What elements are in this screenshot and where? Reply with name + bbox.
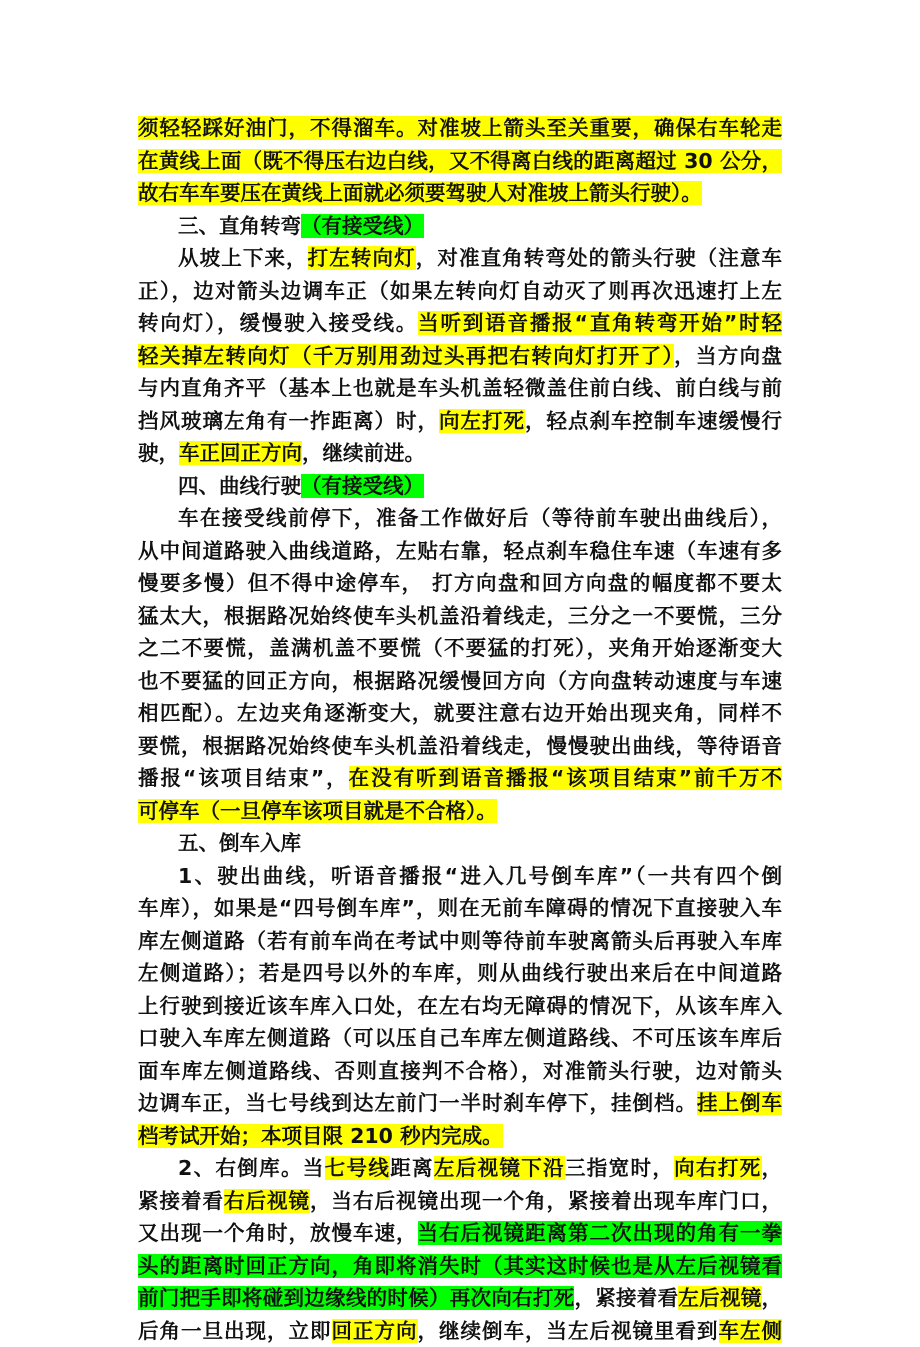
text-run: ，继续前进。 [302,441,425,465]
yellow-highlight: 须轻轻踩好油门，不得溜车。对准坡上箭头至关重要，确保右车轮走 [138,116,782,140]
text-run: ，当右后视镜出现一个角，紧接着出现车库门口， [310,1188,782,1213]
text-line [138,242,782,274]
green-highlight: 前门把手即将碰到边缘线的时候）再次向右打死 [138,1286,575,1310]
yellow-highlight: 右后视镜 [224,1188,310,1213]
text-line [138,1055,782,1087]
text-run: 三指宽时， [564,1156,675,1180]
text-line [138,567,782,599]
text-line [138,990,782,1022]
text-run: 1、驶出曲线，听语音播报“进入几号倒车库”（一共有四个倒 [178,863,782,888]
text-line [138,957,782,989]
text-run: ，紧接着看 [574,1286,679,1310]
text-run: 面车库左侧道路线、否则直接判不合格），对准箭头行驶，边对箭头 [138,1058,782,1083]
green-highlight: （有接受线） [301,213,424,238]
text-run: 驶， [138,441,179,465]
text-line [138,762,782,794]
text-run: ，继续倒车，当左后视镜里看到 [417,1318,719,1343]
text-run: 紧接着看 [138,1188,224,1213]
yellow-highlight: 左后视镜 [678,1286,762,1310]
text-line [138,307,782,339]
yellow-highlight: 档考试开始；本项目限 210 秒内完成。 [138,1123,503,1148]
yellow-highlight: 可停车（一旦停车该项目就是不合格）。 [138,798,497,823]
text-run: 库左侧道路（若有前车尚在考试中则等待前车驶离箭头后再驶入车库 [138,928,782,953]
text-line [138,1185,782,1217]
yellow-highlight: 当听到语音播报“直角转弯开始”时轻 [418,311,783,335]
text-run: 上行驶到接近该车库入口处，在左右均无障碍的情况下，从该车库入 [138,993,782,1018]
text-run: 口驶入车库左侧道路（可以压自己车库左侧道路线、不可压该车库后 [138,1026,782,1050]
text-run: ，轻点刹车控制车速缓慢行 [525,408,782,433]
text-line [138,925,782,957]
text-run: 与内直角齐平（基本上也就是车头机盖轻微盖住前白线、前白线与前 [138,376,782,400]
yellow-highlight: 七号线 [324,1156,391,1180]
text-run: ， [761,1286,783,1310]
text-line [138,1120,782,1152]
text-line [138,827,782,859]
text-run: 2、右倒库。当 [178,1156,325,1180]
text-line [138,665,782,697]
text-run: ，对准直角转弯处的箭头行驶（注意车 [415,246,783,270]
text-run: 从坡上下来， [178,246,308,270]
yellow-highlight: 打左转向灯 [307,246,416,270]
text-line [138,860,782,892]
text-line [138,372,782,404]
yellow-highlight: 在没有听到语音播报“该项目结束”前千万不 [348,766,782,790]
text-line [138,1022,782,1054]
yellow-highlight: 故右车车要压在黄线上面就必须要驾驶人对准坡上箭头行驶）。 [138,181,702,205]
text-line [138,1282,782,1314]
text-run: ， [761,1156,783,1180]
green-highlight: 头的距离时回正方向，角即将消失时（其实这时候也是从左后视镜看 [138,1253,782,1278]
text-line [138,502,782,534]
text-run: 猛太大，根据路况始终使车头机盖沿着线走，三分之一不要慌，三分 [138,603,782,628]
text-run: 又出现一个角时，放慢车速， [138,1221,418,1245]
text-run: 车在接受线前停下，准备工作做好后（等待前车驶出曲线后）， [178,506,782,530]
text-line [138,535,782,567]
text-line [138,177,782,209]
yellow-highlight: 在黄线上面（既不得压右边白线，又不得离白线的距离超过 30 公分， [138,148,782,173]
text-run: 也不要猛的回正方向，根据路况缓慢回方向（方向盘转动速度与车速 [138,668,782,693]
yellow-highlight: 轻关掉左转向灯（千万别用劲过头再把右转向灯打开了） [138,343,675,368]
text-run: 边调车正，当七号线到达左前门一半时刹车停下，挂倒档。 [138,1091,697,1115]
text-line [138,1315,782,1347]
text-line [138,795,782,827]
text-run: 慢要多慢）但不得中途停车， 打方向盘和回方向盘的幅度都不要太 [138,571,782,595]
text-line [138,145,782,177]
text-line [138,632,782,664]
text-run: 播报“该项目结束”， [138,766,349,790]
text-line [138,210,782,242]
text-run: 左侧道路）；若是四号以外的车库，则从曲线行驶出来后在中间道路 [138,961,782,985]
yellow-highlight: 左后视镜下沿 [433,1156,565,1180]
text-line [138,1250,782,1282]
text-line [138,1217,782,1249]
text-run: 三、直角转弯 [178,213,301,238]
text-run: 后角一旦出现，立即 [138,1318,332,1343]
text-run: ，当方向盘 [674,343,783,368]
text-line [138,405,782,437]
text-line [138,437,782,469]
yellow-highlight: 挂上倒车 [697,1091,782,1115]
text-run: 从中间道路驶入曲线道路，左贴右靠，轻点刹车稳住车速（车速有多 [138,538,782,563]
text-line [138,697,782,729]
text-line [138,112,782,144]
yellow-highlight: 车左侧 [718,1318,782,1343]
green-highlight: （有接受线） [301,473,424,498]
text-run: 车库），如果是“四号倒车库”，则在无前车障碍的情况下直接驶入车 [138,896,782,920]
text-run: 距离 [390,1156,434,1180]
text-line [138,600,782,632]
text-line [138,340,782,372]
text-line [138,730,782,762]
yellow-highlight: 向右打死 [674,1156,762,1180]
text-run: 转向灯），缓慢驶入接受线。 [138,311,419,335]
yellow-highlight: 车正回正方向 [179,441,302,465]
text-run: 四、曲线行驶 [178,473,301,498]
text-line [138,1152,782,1184]
text-run: 相匹配）。左边夹角逐渐变大，就要注意右边开始出现夹角，同样不 [138,701,782,725]
text-line [138,275,782,307]
yellow-highlight: 向左打死 [439,408,525,433]
text-run: 要慌，根据路况始终使车头机盖沿着线走，慢慢驶出曲线，等待语音 [138,733,782,758]
yellow-highlight: 回正方向 [331,1318,418,1343]
text-line [138,470,782,502]
text-run: 之二不要慌，盖满机盖不要慌（不要猛的打死），夹角开始逐渐变大 [138,636,782,660]
text-run: 正），边对箭头边调车正（如果左转向灯自动灭了则再次迅速打上左 [138,278,782,303]
text-line [138,892,782,924]
green-highlight: 当右后视镜距离第二次出现的角有一拳 [417,1221,782,1245]
text-run: 挡风玻璃左角有一拃距离）时， [138,408,439,433]
text-run: 五、倒车入库 [178,831,301,855]
text-line [138,1087,782,1119]
